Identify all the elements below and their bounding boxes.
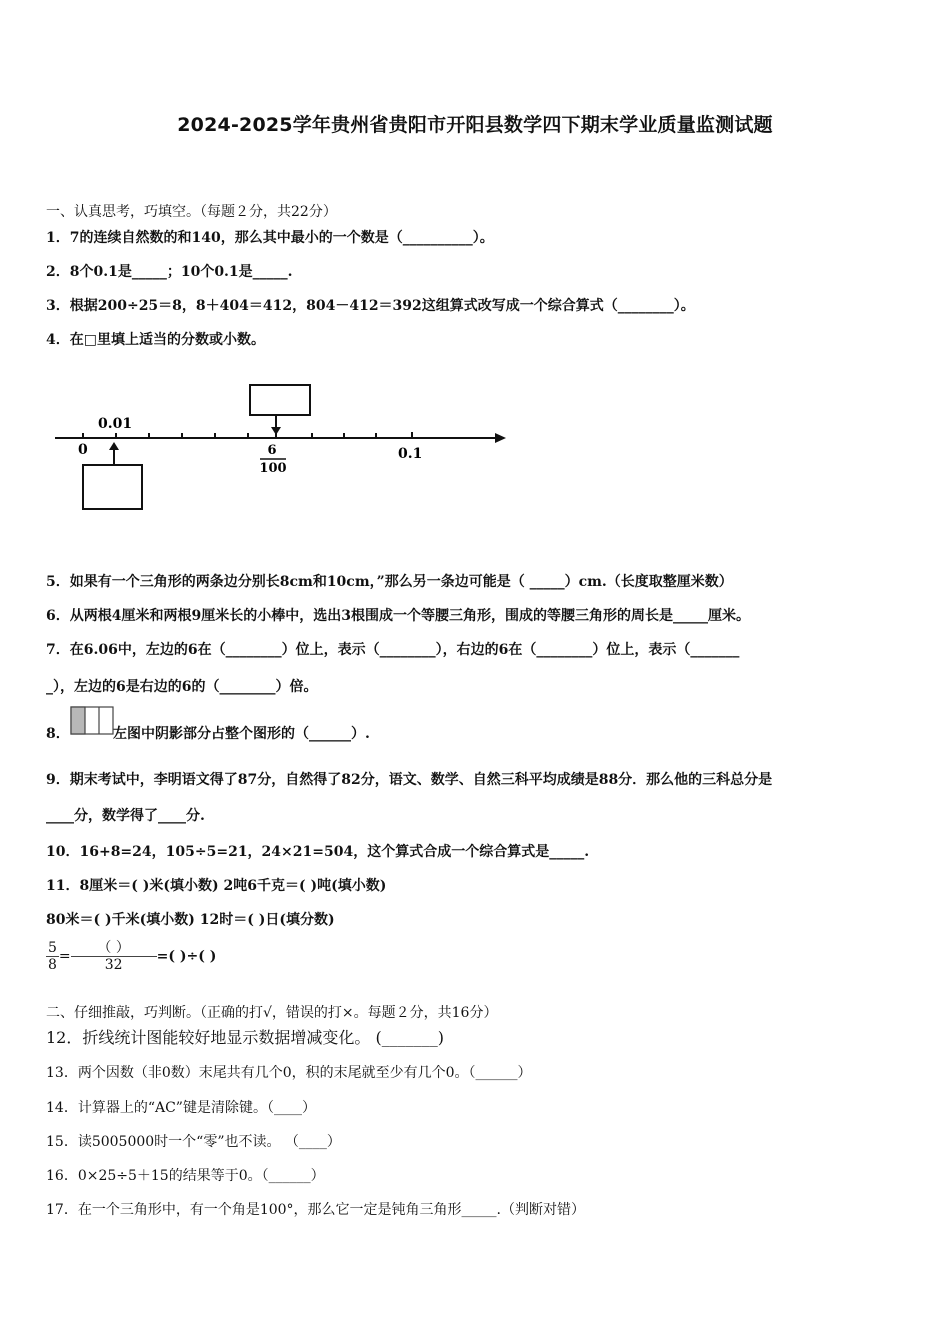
answer-box-bottom	[83, 465, 142, 509]
fraction-5-8: $\frac{5}{8}$	[48, 940, 57, 973]
section-2-heading: 二、仔细推敲，巧判断。（正确的打√，错误的打×。每题２分，共16分）	[46, 1005, 498, 1021]
number-line-figure	[50, 380, 520, 520]
label-frac-num: 6	[267, 443, 277, 458]
question-2: 2．8个0.1是_____；10个0.1是_____.	[46, 264, 293, 280]
arrow-up-icon	[109, 442, 119, 450]
question-15: 15．读5005000时一个“零”也不读。 （____）	[46, 1134, 341, 1150]
shaded-rectangle-figure	[70, 706, 116, 736]
question-1: 1．7的连续自然数的和140，那么其中最小的一个数是（__________）。	[46, 230, 494, 246]
question-7-line-1: 7．在6.06中，左边的6在（________）位上，表示（________），右边的6在（________）位上，表示（_______	[46, 642, 740, 658]
division-blank: =( )÷( )	[156, 948, 217, 965]
label-0-1: 0.1	[398, 446, 423, 462]
question-3: 3．根据200÷25＝8，8＋404＝412，804－412＝392这组算式改写成一个综合算式（________）。	[46, 298, 695, 314]
question-10: 10．16+8=24，105÷5=21，24×21=504，这个算式合成一个综合算式是_____.	[46, 844, 590, 860]
question-4: 4．在□里填上适当的分数或小数。	[46, 332, 265, 348]
number-line-arrow	[495, 433, 506, 443]
question-6: 6．从两根4厘米和两根9厘米长的小棒中，选出3根围成一个等腰三角形，围成的等腰三角形的周长是_____厘米。	[46, 608, 750, 624]
question-12: 12．折线统计图能较好地显示数据增减变化。 (_______)	[46, 1028, 444, 1047]
fraction-blank-32: $\frac{( )}{32}$	[71, 940, 157, 973]
question-9-line-1: 9．期末考试中，李明语文得了87分，自然得了82分，语文、数学、自然三科平均成绩是88分．那么他的三科总分是	[46, 772, 773, 788]
page-title: 2024-2025学年贵州省贵阳市开阳县数学四下期末学业质量监测试题	[177, 114, 773, 136]
section-1-heading: 一、认真思考，巧填空。（每题２分，共22分）	[46, 204, 337, 220]
question-11-line-2: 80米＝( )千米(填小数) 12时＝( )日(填分数)	[46, 912, 335, 928]
label-0-01: 0.01	[98, 416, 133, 432]
question-13: 13．两个因数（非0数）末尾共有几个0，积的末尾就至少有几个0。（______）	[46, 1065, 532, 1081]
answer-box-top	[250, 385, 310, 415]
equals-sign: =	[58, 948, 71, 965]
question-5: 5．如果有一个三角形的两条边分别长8cm和10cm，”那么另一条边可能是（ _____）cm.（长度取整厘米数）	[46, 574, 733, 590]
question-17: 17．在一个三角形中，有一个角是100°，那么它一定是钝角三角形_____.（判断对错）	[46, 1202, 585, 1218]
question-7-line-2: _），左边的6是右边的6的（________）倍。	[46, 679, 318, 695]
arrow-down-icon	[271, 427, 281, 435]
question-8-number: 8．	[46, 726, 70, 742]
label-frac-den: 100	[259, 461, 287, 476]
shaded-part	[71, 707, 85, 734]
question-14: 14．计算器上的“AC”键是清除键。（____）	[46, 1100, 316, 1116]
question-8	[46, 724, 70, 744]
question-11-line-1: 11．8厘米＝( )米(填小数) 2吨6千克＝( )吨(填小数)	[46, 878, 387, 894]
question-8-text: 左图中阴影部分占整个图形的（______）.	[113, 726, 370, 742]
question-16: 16．0×25÷5＋15的结果等于0。（______）	[46, 1168, 325, 1184]
question-9-line-2: ____分，数学得了____分.	[46, 808, 205, 824]
label-zero: 0	[78, 442, 88, 458]
question-11-line-3	[46, 940, 216, 973]
